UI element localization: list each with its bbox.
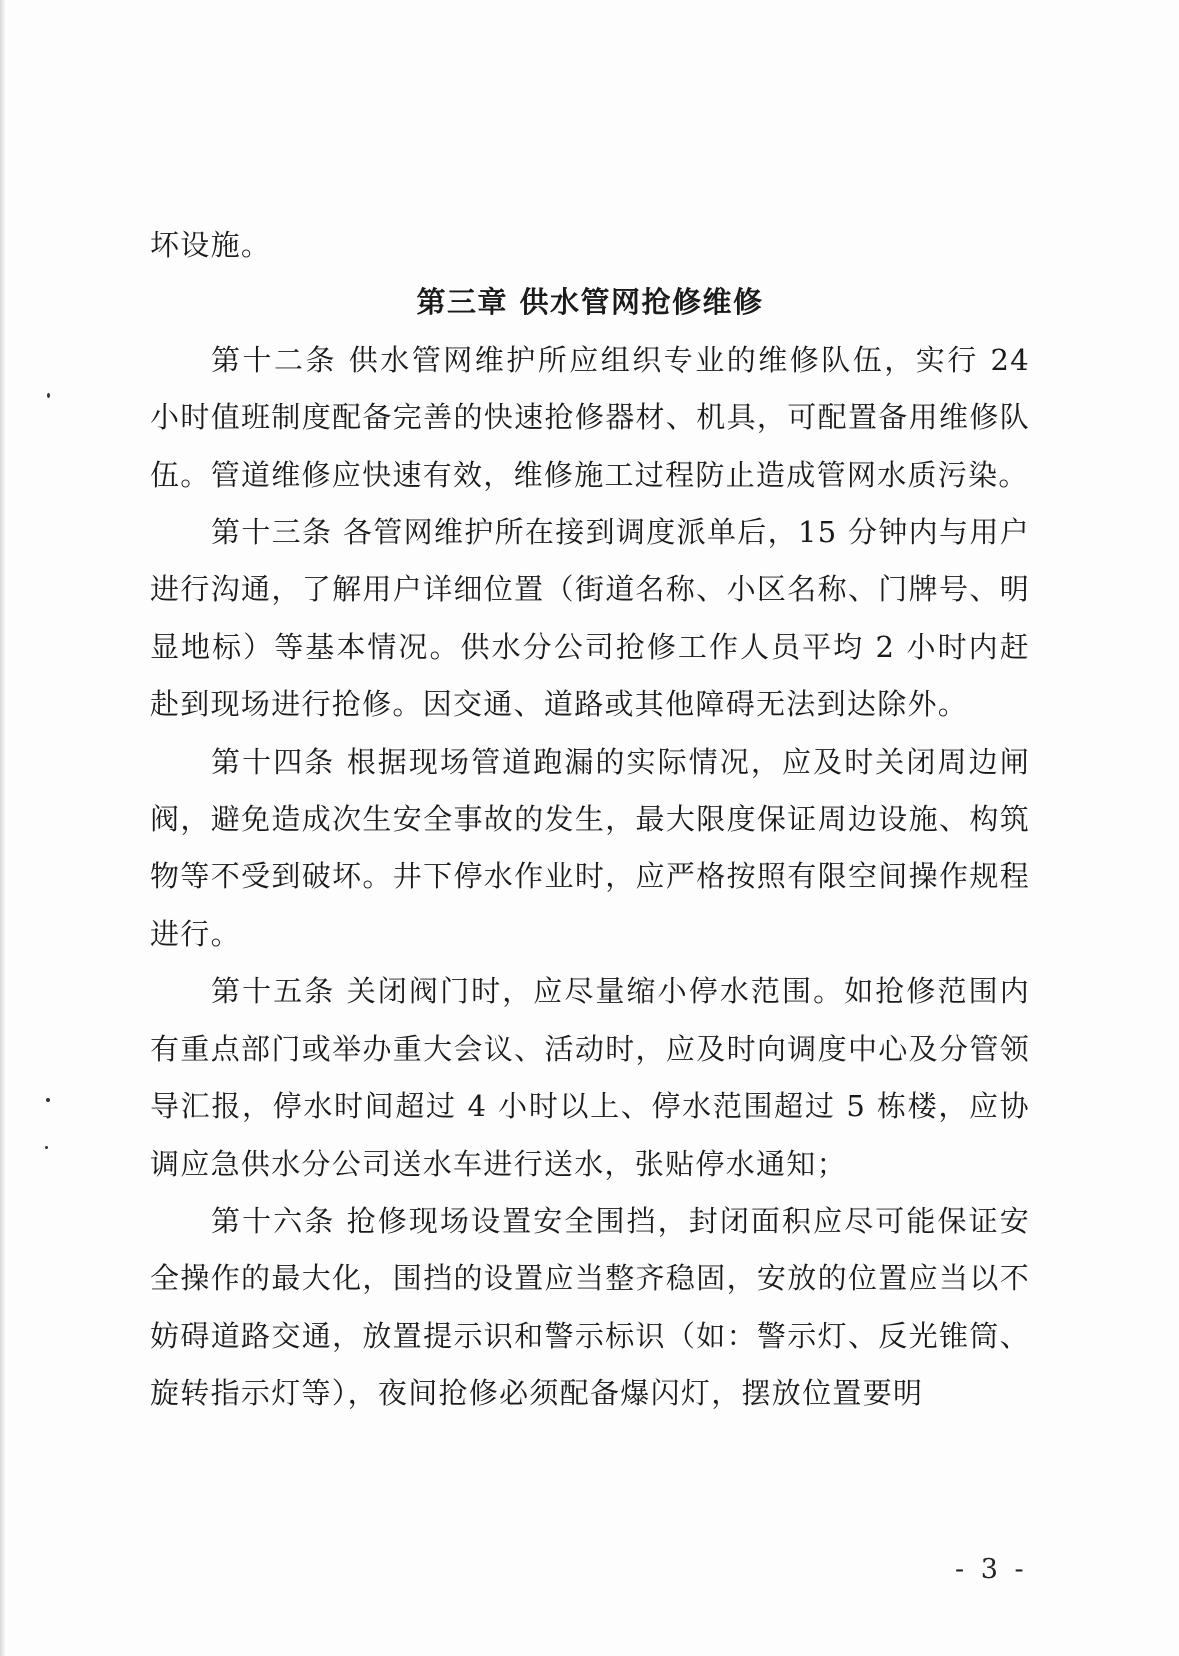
scan-edge — [0, 0, 6, 1656]
article-12: 第十二条 供水管网维护所应组织专业的维修队伍，实行 24 小时值班制度配备完善的快速抢修器材、机具，可配置备用维修队伍。管道维修应快速有效，维修施工过程防止造成管网水质污染。 — [150, 342, 1030, 492]
article-14: 第十四条 根据现场管道跑漏的实际情况，应及时关闭周边闸阀，避免造成次生安全事故的发生，最大限度保证周边设施、构筑物等不受到破坏。井下停水作业时，应严格按照有限空间操作规程进行。 — [150, 744, 1030, 951]
scan-mark — [47, 393, 50, 398]
article-13: 第十三条 各管网维护所在接到调度派单后，15 分钟内与用户进行沟通，了解用户详细位置（街道名称、小区名称、门牌号、明显地标）等基本情况。供水分公司抢修工作人员平均 2 小时内赶赴到现场进行抢修。因交通、道路或其他障碍无法到达除外。 — [150, 515, 1030, 722]
scan-mark — [46, 1098, 50, 1102]
article-15: 第十五条 关闭阀门时，应尽量缩小停水范围。如抢修范围内有重点部门或举办重大会议、活动时，应及时向调度中心及分管领导汇报，停水时间超过 4 小时以上、停水范围超过 5 栋楼，应协调应急供水分公司送水车进行送水，张贴停水通知； — [150, 974, 1030, 1181]
chapter-title: 第三章 供水管网抢修维修 — [416, 285, 764, 320]
continuation-line: 坏设施。 — [150, 228, 272, 262]
page-number: - 3 - — [955, 1554, 1028, 1585]
document-body — [150, 217, 1030, 1423]
scan-mark — [45, 1146, 48, 1149]
article-16: 第十六条 抢修现场设置安全围挡，封闭面积应尽可能保证安全操作的最大化，围挡的设置应当整齐稳固，安放的位置应当以不妨碍道路交通，放置提示识和警示标识（如：警示灯、反光锥筒、旋转指示灯等），夜间抢修必须配备爆闪灯，摆放位置要明 — [150, 1203, 1030, 1411]
